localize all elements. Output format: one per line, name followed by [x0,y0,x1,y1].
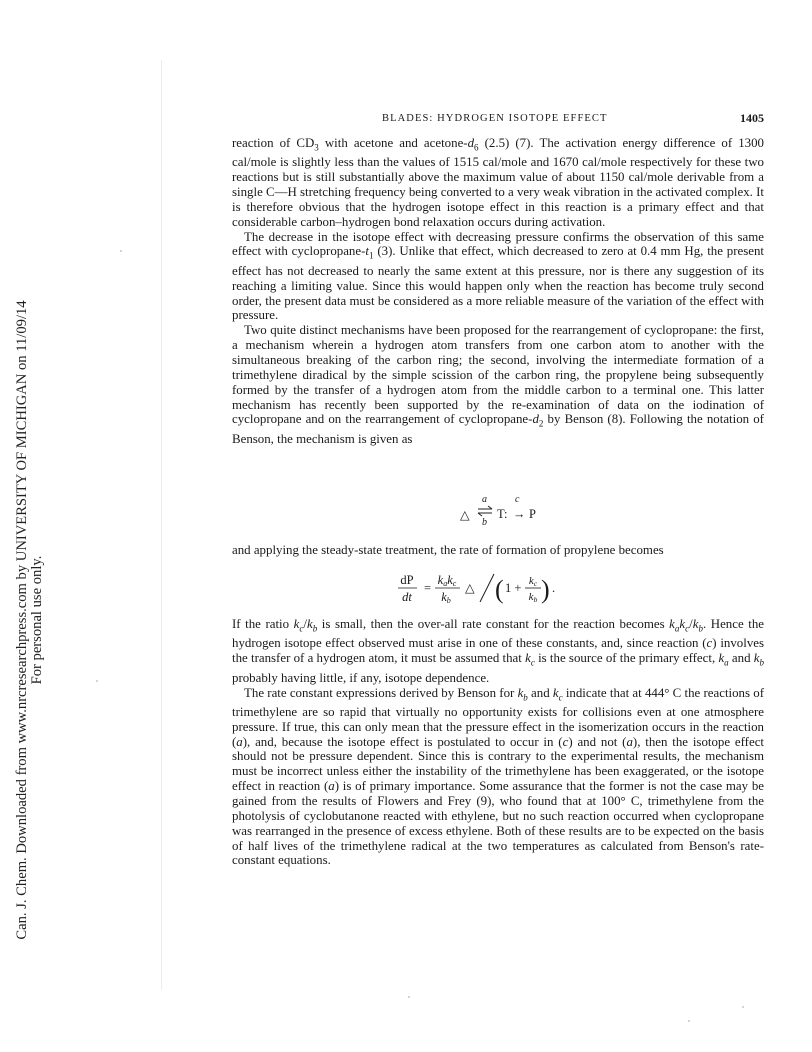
forward-arrow-icon: → [513,507,526,521]
cyclopropane-symbol: △ [460,508,470,522]
arrow-label-c: c [515,494,520,505]
paragraph-6: The rate constant expressions derived by Benson for $k_b$ and $k_c$ indicate that at 444° C the reactions of trimethylene are so rapid that virtually no opportunity exists for collisions even at one atmosphere pressure. If true, this can only mean that the pressure effect in the isomerization occurs in the reaction (a), and, because the isotope effect is postulated to occur in (c) and not (a), then the isotope effect should not be pressure dependent. Since this is contrary to the experimental results, the mechanism must be incorrect unless either the instability of the trimethylene has been exaggerated, or the isotope effect in reaction (a) is of primary importance. Some assurance that the former is not the case may be gained from the results of Flowers and Frey (9), who found that at 100° C, trimethylene from the photolysis of cyclobutanone reacted with ethylene, but no such reaction occurred when cyclopropane was rearranged in the presence of excess ethylene. Both of these results are to be expected on the basis of half lives of the trimethylene radical at the two temperatures as calculated from Benson's rate-constant equations. [232,685,765,868]
gutter-line [161,60,162,990]
page-number: 1405 [740,111,764,125]
paragraph-1: reaction of $CD_3$ with acetone and acetone-$d_6$ (2.5) (7). The activation energy difference of 1300 cal/mole is slightly less than the values of 1515 cal/mole and 1670 cal/mole respectively for these two reactions but is still substantially above the maximum value of about 1150 cal/mole derivable from a single C—H stretching frequency being converted to a very weak vibration in the activated complex. It is therefore obvious that the hydrogen isotope effect in this reaction is a primary effect and that considerable carbon–hydrogen bond relaxation occurs during activation. [232,136,764,229]
equation-mechanism [232,494,764,528]
running-head-title: BLADES: HYDROGEN ISOTOPE EFFECT [382,113,608,124]
running-head [232,108,764,126]
svg-text:1 +: 1 + [505,581,522,595]
svg-text:(: ( [495,575,504,604]
product-symbol: P [529,507,536,521]
svg-text:kb: kb [441,590,451,605]
paragraph-3: Two quite distinct mechanisms have been proposed for the rearrangement of cyclopropane: the first, a mechanism wherein a hydrogen atom transfers from one carbon atom to another with the simultaneous breaking of the carbon ring; the second, involving the intermediate formation of a trimethylene diradical by the simple scission of the carbon ring, the propylene being subsequently formed by the transfer of a hydrogen atom from the middle carbon to a terminal one. This latter mechanism has recently been supported by the re-examination of data on the iodination of cyclopropane and on the rearrangement of cyclopropane-$d_2$ by Benson (8). Following the notation of Benson, the mechanism is given as [232,323,764,446]
svg-text:.: . [552,581,556,595]
arrow-label-a: a [482,494,487,505]
body-text-top [232,136,764,447]
equation-rate [232,568,764,612]
paragraph-4: and applying the steady-state treatment, the rate of formation of propylene becomes [232,543,664,557]
svg-text:dt: dt [402,590,412,604]
paragraph-5: If the ratio $k_c/k_b$ is small, then the over-all rate constant for the reaction becomes $k_ak_c/k_b$. Hence the hydrogen isotope effect observed must arise in one of these constants, and, since reaction (c) involves the transfer of a hydrogen atom, it must be assumed that $k_c$ is the source of the primary effect, $k_a$ and $k_b$ probably having little, if any, isotope dependence. [232,617,765,685]
paragraph-2: The decrease in the isotope effect with decreasing pressure confirms the observation of this same effect with cyclopropane-$t_1$ (3). Unlike that effect, which decreased to zero at 0.4 mm Hg, the present effect has not decreased to nearly the same extent at this pressure, nor is there any suggestion of its reaching a limiting value. Since this would happen only when the reaction has become truly second order, the present data must be considered as a more reliable measure of the variation of the effect with pressure. [232,229,765,323]
svg-text:kakc: kakc [437,573,457,588]
side-note-line2: For personal use only. [29,555,45,685]
body-text-bottom [232,617,764,868]
arrow-label-b: b [482,517,487,528]
svg-text:=: = [424,581,432,595]
side-note-line1: Can. J. Chem. Downloaded from www.nrcresearchpress.com by UNIVERSITY OF MICHIGAN on 11/09/14 [14,300,30,940]
svg-text:kc: kc [528,575,538,588]
svg-text:dP: dP [400,573,414,587]
side-watermark [0,0,60,1052]
svg-text:△: △ [465,581,475,595]
svg-text:): ) [541,575,550,604]
intermediate-symbol: T: [497,507,508,521]
svg-text:kb: kb [528,591,538,604]
